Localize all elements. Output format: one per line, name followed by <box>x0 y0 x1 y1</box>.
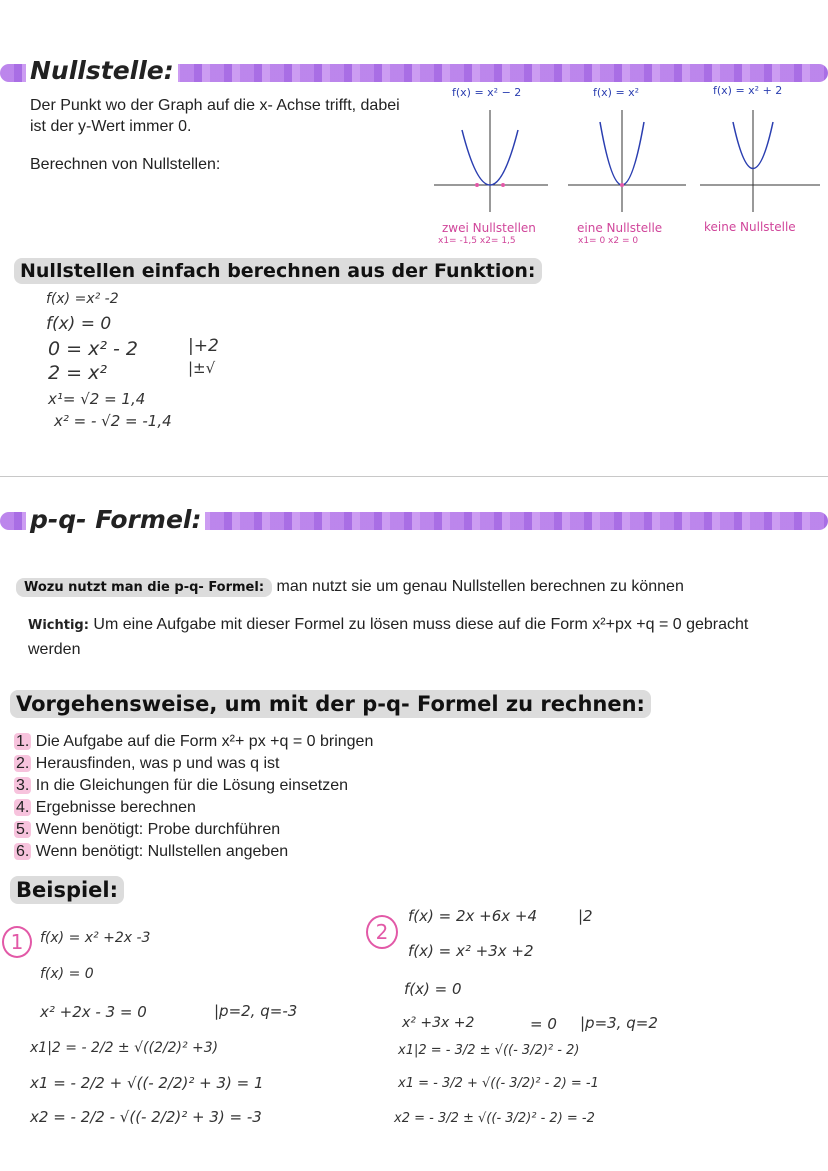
graph-caption-1: zwei Nullstellen <box>442 221 536 235</box>
step-1 <box>14 731 373 753</box>
step-3 <box>14 775 373 797</box>
einfach-line-2: f(x) = 0 <box>46 314 112 334</box>
berechnen-label: Berechnen von Nullstellen: <box>30 156 221 173</box>
graph-sub-2: x1= 0 x2 = 0 <box>578 236 639 246</box>
ex2-line-4: x² +3x +2 <box>402 1015 475 1031</box>
example-1-number: 1 <box>2 926 32 958</box>
ex2-line-7: x2 = - 3/2 ± √((- 3/2)² - 2) = -2 <box>394 1111 595 1126</box>
wozu-label: Wozu nutzt man die p-q- Formel: <box>16 578 272 597</box>
einfach-note-1: |+2 <box>188 336 219 356</box>
step-text-1: Die Aufgabe auf die Form x²+ px +q = 0 bringen <box>35 733 374 750</box>
step-text-2: Herausfinden, was p und was q ist <box>35 755 280 772</box>
step-5 <box>14 819 373 841</box>
step-2 <box>14 753 373 775</box>
nullstelle-definition: Der Punkt wo der Graph auf die x- Achse trifft, dabei ist der y-Wert immer 0. <box>30 97 400 135</box>
graph-caption-3: keine Nullstelle <box>704 220 796 234</box>
ex1-line-3: x² +2x - 3 = 0 <box>40 1003 147 1021</box>
step-num-4: 4. <box>16 799 30 816</box>
step-num-5: 5. <box>16 821 30 838</box>
wichtig-text: Um eine Aufgabe mit dieser Formel zu lösen muss diese auf die Form x²+px +q = 0 gebracht werden <box>28 616 749 658</box>
vorgehen-heading: Vorgehensweise, um mit der p-q- Formel zu rechnen: <box>10 690 651 718</box>
graph-sub-1: x1= -1,5 x2= 1,5 <box>438 236 516 246</box>
einfach-note-2: |±√ <box>188 359 216 377</box>
step-4 <box>14 797 373 819</box>
wichtig-label: Wichtig: <box>28 618 89 633</box>
ex2-line-6: x1 = - 3/2 + √((- 3/2)² - 2) = -1 <box>398 1076 599 1091</box>
einfach-line-5: x¹= √2 = 1,4 <box>48 390 146 408</box>
ex1-line-6: x2 = - 2/2 - √((- 2/2)² + 3) = -3 <box>30 1108 262 1126</box>
ex2-line-3: f(x) = 0 <box>404 980 462 998</box>
graph-caption-2: eine Nullstelle <box>577 221 663 235</box>
example-2-number: 2 <box>366 915 398 949</box>
ex2-note-1: |2 <box>578 907 593 925</box>
ex2-line-5: x1|2 = - 3/2 ± √((- 3/2)² - 2) <box>398 1043 580 1058</box>
wichtig-row <box>28 613 788 662</box>
graph-title-2: f(x) = x² <box>593 86 640 99</box>
einfach-line-3: 0 = x² - 2 <box>48 338 138 360</box>
einfach-line-6: x² = - √2 = -1,4 <box>54 412 172 430</box>
step-num-3: 3. <box>16 777 30 794</box>
graph-1 <box>434 110 548 212</box>
ex2-eq0: = 0 <box>530 1015 557 1033</box>
graph-3 <box>700 110 820 212</box>
ex2-line-2: f(x) = x² +3x +2 <box>408 942 534 960</box>
step-num-6: 6. <box>16 843 30 860</box>
steps-list <box>14 731 373 863</box>
ex2-note-2: |p=3, q=2 <box>580 1014 658 1032</box>
ex1-line-1: f(x) = x² +2x -3 <box>40 930 151 946</box>
wozu-text: man nutzt sie um genau Nullstellen berechnen zu können <box>276 578 684 595</box>
ex1-line-4: x1|2 = - 2/2 ± √((2/2)² +3) <box>30 1040 219 1056</box>
einfach-line-4: 2 = x² <box>48 362 107 384</box>
ex1-note: |p=2, q=-3 <box>214 1002 298 1020</box>
beispiel-heading: Beispiel: <box>10 876 124 904</box>
graph-2 <box>568 110 686 212</box>
section-title-nullstelle: Nullstelle: <box>26 56 178 85</box>
graph-title-1: f(x) = x² − 2 <box>452 86 522 99</box>
einfach-line-1: f(x) =x² -2 <box>46 291 119 307</box>
graph-title-3: f(x) = x² + 2 <box>713 84 783 97</box>
step-num-2: 2. <box>16 755 30 772</box>
ex1-line-2: f(x) = 0 <box>40 966 94 982</box>
step-text-6: Wenn benötigt: Nullstellen angeben <box>35 843 289 860</box>
step-text-3: In die Gleichungen für die Lösung einsetzen <box>35 777 349 794</box>
parabola-graphs <box>428 100 828 218</box>
ex2-line-1: f(x) = 2x +6x +4 <box>408 907 538 925</box>
step-text-4: Ergebnisse berechnen <box>35 799 196 816</box>
step-6 <box>14 841 373 863</box>
section-title-pq: p-q- Formel: <box>26 505 205 534</box>
einfach-heading: Nullstellen einfach berechnen aus der Funktion: <box>14 258 542 284</box>
step-num-1: 1. <box>16 733 30 750</box>
section-divider <box>0 476 828 477</box>
step-text-5: Wenn benötigt: Probe durchführen <box>35 821 281 838</box>
wozu-row <box>16 576 684 598</box>
ex1-line-5: x1 = - 2/2 + √((- 2/2)² + 3) = 1 <box>30 1074 264 1092</box>
